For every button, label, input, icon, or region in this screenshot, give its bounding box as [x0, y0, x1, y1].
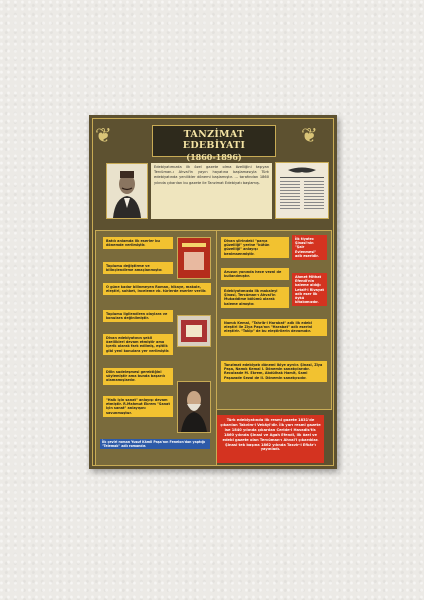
intro-text: Edebiyatımızda ilk özel gazete olma özelliğini taşıyan Tercüman-ı Ahval'in yayın hayatına başlamasıyla Türk edebiyatında yenilikler dönemi başlamıştır. ... tarafından 1860 yılında çıkarılan bu gazete ile Tanzimat Edebiyatı başlamış.	[151, 163, 272, 219]
right-item-5: Tanzimat edebiyatı dönemi ikiye ayrılır. Şinasi, Ziya Paşa, Namık Kemal I. Dönemin sanatçılarıdır. Recaizade M. Ekrem, Abdülhak Hamit, Sami Paşazade Sezai de II. Dönemin sanatçısıdır.	[221, 361, 327, 382]
poster	[89, 115, 337, 469]
poster-title: TANZİMAT EDEBİYATI	[182, 129, 246, 151]
right-item-2: Aruzun yanında hece vezni de kullanılmıştır.	[221, 268, 289, 280]
left-item-4: Toplumu ilgilendiren olaylara ve konulara değinilmiştir.	[103, 310, 173, 322]
right-item-1: Divan şiirindeki "parça güzelliği" yerine "bütün güzelliği" anlayışı benimsenmiştir.	[221, 237, 289, 258]
left-panel	[95, 230, 217, 466]
right-red-note-1: İlk tiyatro Şinasi'nin "Şair Evlenmesi" adlı eseridir.	[292, 235, 327, 260]
right-panel	[216, 230, 332, 410]
left-item-1: Batılı anlamda ilk eserler bu dönemde verilmiştir.	[103, 237, 173, 249]
right-red-note-2: Ahmet Mithat Efendi'nin kaleme aldığı Letaif-i Rivayat adlı eser ilk öykü kitabımızdır.	[292, 273, 327, 306]
left-item-7: "Halk için sanat" anlayışı devam etmiştir. R.Mahmut Ekrem "Sanat için sanat" anlayışını savunmuştur.	[103, 396, 173, 417]
poster-period: (1860-1896)	[186, 152, 242, 162]
manuscript-image	[177, 315, 211, 347]
ornament-right-icon: ❦	[301, 123, 318, 147]
left-item-2: Toplumu değiştirme ve bilinçlendirme amaçlanmıştır.	[103, 262, 173, 274]
book-cover-image	[177, 237, 211, 279]
ornament-left-icon: ❦	[95, 123, 112, 147]
left-item-3: O güne kadar bilinmeyen Roman, hikaye, makale, eleştiri, sohbet, inceleme vb. türlerde eserler verilir.	[103, 283, 211, 295]
bottom-note: Türk edebiyatında ilk resmi gazete 1831'de çıkarılan Takvim-i Vekâyi'dir. İlk yarı resmi gazete ise 1840 yılında çıkarılan Ceride-i Havadis'tir. 1860 yılında Şinasi ve Agah Efendi, ilk özel ve edebi gazete olan Tercüman-ı Ahval'i çıkardılar. Şinasi tek başına 1862 yılında Tasvir-i Efkâr'ı yayınladı.	[217, 415, 324, 463]
title-box	[152, 125, 276, 162]
left-item-6: Dilin sadeleşmesi gerektiğini söylemiştir ama bunda başarılı olamamışlardır.	[103, 368, 173, 385]
right-item-3: Edebiyatımızda ilk makaleyi Şinasi, Tercüman-ı Ahval'in Mukaddime bölümü olarak kaleme almıştır.	[221, 287, 289, 308]
writer-portrait-image	[177, 381, 211, 433]
newspaper-image	[275, 162, 329, 219]
left-caption: İlk çeviri roman Yusuf Kâmil Paşa'nın Fenelon'dan yaptığı "Telemak" adlı romandır.	[100, 439, 210, 449]
left-item-5: Divan edebiyatının şekil özellikleri devam etmiştir ama içerik olarak fark edilmiş, eşitlik gibi yeni konulara yer verilmiştir.	[103, 334, 173, 355]
portrait-image	[106, 163, 148, 219]
right-item-4: Namık Kemal, "Tahrib-i Harabat" adlı ilk edebi eleştiri ile Ziya Paşa'nın "Harabat" adlı eserini eleştirir. "Takip" de bu eleştirilerin devamıdır.	[221, 319, 327, 336]
